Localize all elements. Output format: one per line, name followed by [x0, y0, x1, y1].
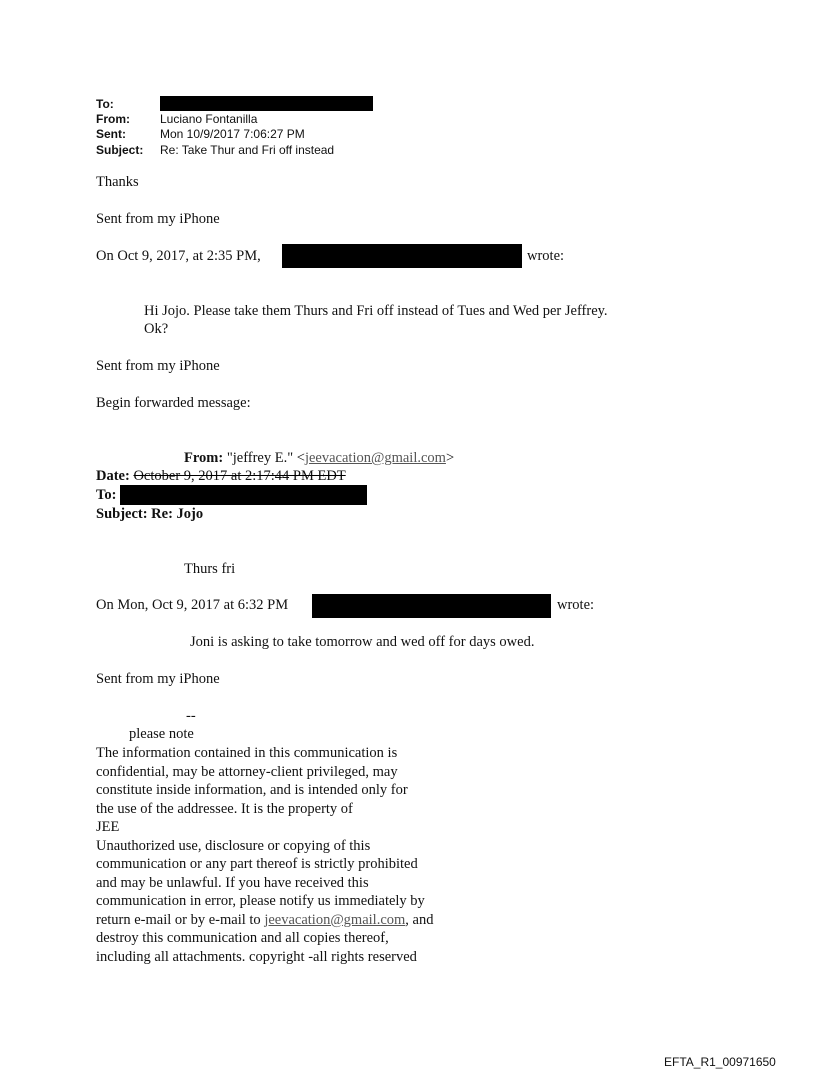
quote2-suffix: wrote:	[557, 597, 595, 613]
forwarded-from-name: "jeffrey E." <	[226, 450, 305, 466]
redacted-block-to	[160, 96, 373, 111]
subject-label: Subject:	[96, 143, 144, 157]
disclaimer-block	[96, 744, 433, 966]
disclaimer-line: the use of the addressee. It is the property of	[96, 800, 353, 817]
disclaimer-email-prefix: return e-mail or by e-mail to	[96, 911, 265, 928]
sent-from-iphone-1: Sent from my iPhone	[96, 211, 220, 227]
forwarded-subject-line: Subject: Re: Jojo	[96, 506, 204, 522]
disclaimer-line: including all attachments. copyright -all rights reserved	[96, 948, 417, 965]
disclaimer-line: communication in error, please notify us immediately by	[96, 893, 425, 909]
signature-dashes: --	[186, 708, 196, 724]
disclaimer-line: The information contained in this communication is	[96, 745, 398, 761]
forwarded-date-label: Date:	[96, 468, 130, 484]
thurs-fri-text: Thurs fri	[184, 561, 236, 577]
sent-from-iphone-2: Sent from my iPhone	[96, 358, 220, 374]
message1-line1: Hi Jojo. Please take them Thurs and Fri off instead of Tues and Wed per Jeffrey.	[144, 303, 608, 319]
disclaimer-email-suffix: , and	[405, 911, 434, 928]
disclaimer-email-line	[96, 911, 433, 930]
forwarded-from-email-link[interactable]: jeevacation@gmail.com	[304, 450, 446, 466]
please-note-text: please note	[129, 726, 194, 742]
disclaimer-line: destroy this communication and all copies thereof,	[96, 930, 389, 946]
forwarded-from-label: From:	[184, 450, 224, 466]
disclaimer-line: constitute inside information, and is intended only for	[96, 782, 408, 798]
thanks-text: Thanks	[96, 174, 139, 190]
from-value: Luciano Fontanilla	[160, 112, 258, 126]
forwarded-from-line	[184, 450, 454, 467]
quote1-prefix: On Oct 9, 2017, at 2:35 PM,	[96, 248, 261, 264]
redacted-block-sender-1	[282, 244, 522, 268]
disclaimer-email-link[interactable]: jeevacation@gmail.com	[264, 911, 406, 928]
quote1-suffix: wrote:	[527, 248, 565, 264]
sent-from-iphone-3: Sent from my iPhone	[96, 671, 220, 687]
forwarded-date-value: October 9, 2017 at 2:17:44 PM EDT	[133, 468, 346, 484]
document-id: EFTA_R1_00971650	[664, 1055, 776, 1069]
redacted-block-forwarded-to	[120, 485, 367, 505]
sent-value: Mon 10/9/2017 7:06:27 PM	[160, 127, 305, 141]
redacted-block-sender-2	[312, 594, 551, 618]
quote2-prefix: On Mon, Oct 9, 2017 at 6:32 PM	[96, 597, 289, 613]
from-label: From:	[96, 112, 130, 126]
forwarded-to-label: To:	[96, 487, 117, 503]
message2-text: Joni is asking to take tomorrow and wed off for days owed.	[190, 634, 535, 650]
sent-label: Sent:	[96, 127, 126, 141]
forwarded-date-line	[96, 468, 346, 485]
disclaimer-line: and may be unlawful. If you have received this	[96, 874, 369, 891]
subject-value: Re: Take Thur and Fri off instead	[160, 143, 335, 157]
to-label: To:	[96, 97, 114, 111]
begin-forwarded-text: Begin forwarded message:	[96, 395, 251, 411]
disclaimer-line: JEE	[96, 819, 120, 835]
forwarded-from-close: >	[445, 450, 455, 466]
disclaimer-line: communication or any part thereof is strictly prohibited	[96, 856, 418, 872]
disclaimer-line: Unauthorized use, disclosure or copying of this	[96, 837, 371, 854]
message1-line2: Ok?	[144, 321, 169, 337]
disclaimer-line: confidential, may be attorney-client privileged, may	[96, 763, 398, 780]
